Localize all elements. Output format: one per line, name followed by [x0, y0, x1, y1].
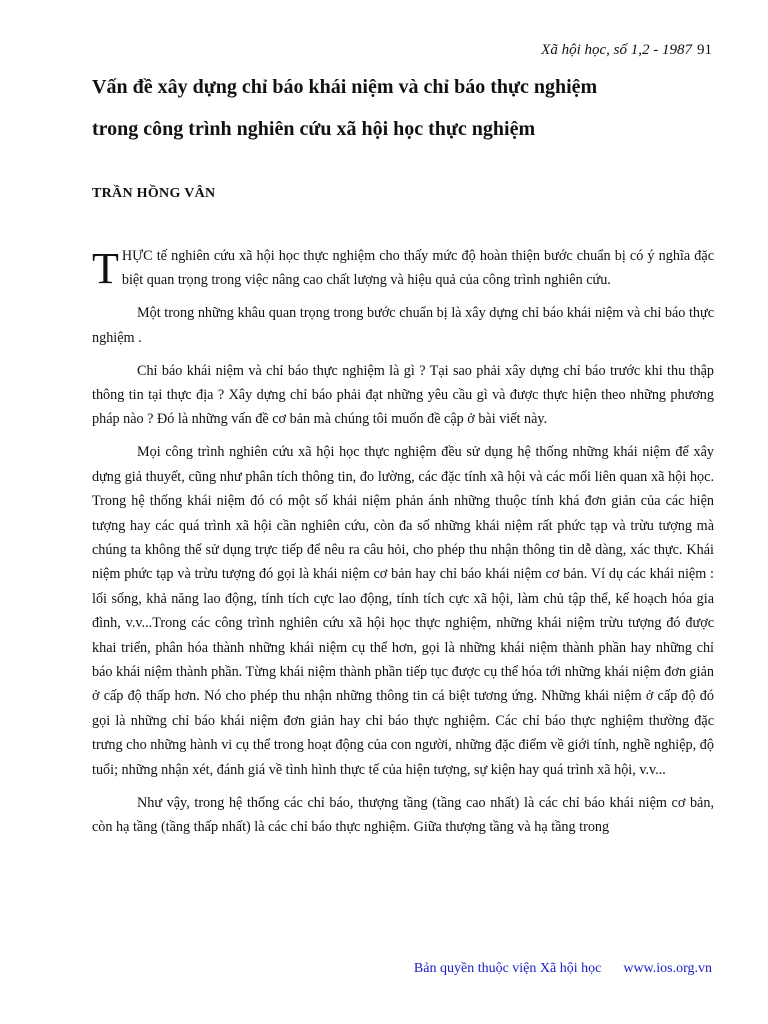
copyright-notice: Bản quyền thuộc viện Xã hội học [413, 961, 602, 976]
drop-cap: T [92, 244, 119, 293]
website-link[interactable]: www.ios.org.vn [623, 961, 712, 976]
paragraph-5: Như vậy, trong hệ thống các chỉ báo, thượng tầng (tầng cao nhất) là các chỉ báo khái niệm cơ bản, còn hạ tầng (tầng thấp nhất) là các chỉ báo thực nghiệm. Giữa thượng tầng và hạ tầng trong [92, 794, 714, 835]
article-author: TRẦN HỒNG VÂN [92, 186, 216, 201]
journal-citation: Xã hội học, số 1,2 - 1987 [541, 42, 692, 58]
article-body [92, 244, 714, 848]
paragraph-2: Một trong những khâu quan trọng trong bước chuẩn bị là xây dựng chỉ báo khái niệm và chỉ báo thực nghiệm . [92, 305, 714, 346]
running-header [541, 42, 712, 59]
article-title-line-2: trong công trình nghiên cứu xã hội học thực nghiệm [92, 118, 536, 140]
paragraph-1-text: HỰC tế nghiên cứu xã hội học thực nghiệm cho thấy mức độ hoàn thiện bước chuẩn bị có ý nghĩa đặc biệt quan trọng trong việc nâng cao chất lượng và hiệu quả của công trình nghiên cứu. [121, 248, 714, 289]
paragraph-1 [92, 244, 714, 293]
article-title-line-1: Vấn đề xây dựng chỉ báo khái niệm và chỉ báo thực nghiệm [92, 76, 598, 98]
paragraph-3: Chỉ báo khái niệm và chỉ báo thực nghiệm là gì ? Tại sao phải xây dựng chỉ báo trước khi thu thập thông tin tại thực địa ? Xây dựng chỉ báo phải đạt những yêu cầu gì và được thực hiện theo những phương pháp nào ? Đó là những vấn đề cơ bản mà chúng tôi muốn đề cập ở bài viết này. [92, 362, 714, 428]
paragraph-4: Mọi công trình nghiên cứu xã hội học thực nghiệm đều sử dụng hệ thống những khái niệm để xây dựng giả thuyết, cũng như phân tích thông tin, đo lường, các đặc tính xã hội và các mối liên quan xã hội học. Trong hệ thống khái niệm đó có một số khái niệm phản ánh những thuộc tính khá đơn giản của các hiện tượng hay các quá trình xã hội cần nghiên cứu, còn đa số những khái niệm rất phức tạp và trừu tượng mà chúng ta không thể sử dụng trực tiếp để nêu ra câu hỏi, cho phép thu nhận thông tin dễ dàng, xác thực. Khái niệm phức tạp và trừu tượng đó gọi là khái niệm cơ bản hay chỉ báo khái niệm cơ bản. Ví dụ các khái niệm : lối sống, khả năng lao động, tính tích cực lao động, tính tích cực xã hội, làm chủ tập thể, kế hoạch hóa gia đình, v.v...Trong các công trình nghiên cứu xã hội học thực nghiệm, những khái niệm trừu tượng đó được khai triển, phân hóa thành những khái niệm cụ thể hơn, gọi là những khái niệm thành phần hay những chỉ báo khái niệm thành phần. Từng khái niệm thành phần tiếp tục được cụ thể hóa tới những khái niệm đơn giản ở cấp độ thấp hơn. Nó cho phép thu nhận những thông tin cá biệt tương ứng. Những khái niệm ở cấp độ đó gọi là những chỉ báo khái niệm đơn giản hay chỉ báo thực nghiệm. Các chỉ báo thực nghiệm thường đặc trưng cho những hành vi cụ thể trong hoạt động của con người, những đặc điểm về giới tính, nghề nghiệp, độ tuổi; những nhận xét, đánh giá về tình hình thực tế của hiện tượng, sự kiện hay quá trình xã hội, v.v... [92, 444, 714, 778]
page-number: 91 [697, 42, 712, 58]
page-footer [414, 961, 712, 977]
article-title [92, 66, 722, 150]
